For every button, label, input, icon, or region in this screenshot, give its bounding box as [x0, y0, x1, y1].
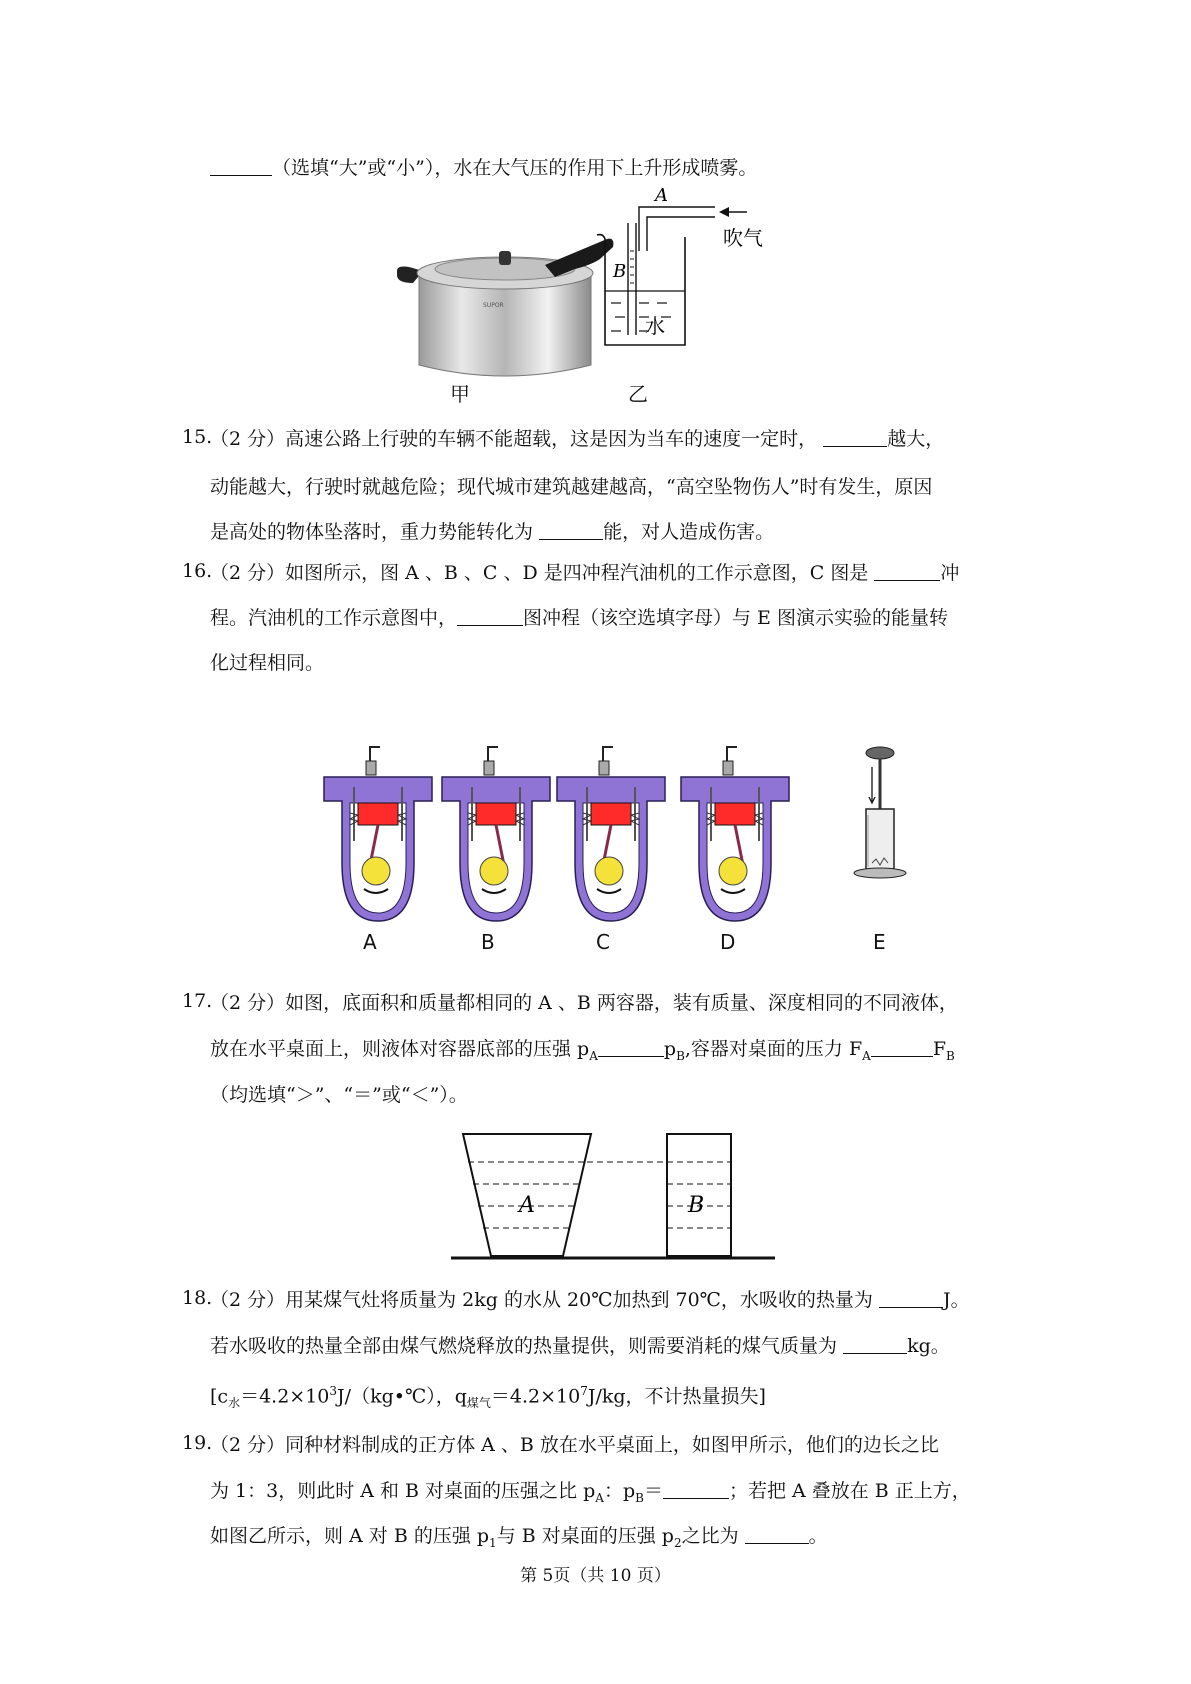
engine-diagram-a	[318, 743, 438, 928]
engine-diagram-c	[551, 743, 671, 928]
svg-text:A: A	[655, 185, 668, 206]
svg-text:水: 水	[645, 314, 665, 338]
engine-diagram-d	[675, 743, 795, 928]
q18-number: 18.	[182, 1287, 213, 1309]
q17-line2: 放在水平桌面上，则液体对容器底部的压强 $p_A$ $p_B$,容器对桌面的压力 $F_A$ $F_B$	[210, 1038, 955, 1063]
q14-line: （选填“大”或“小”），水在大气压的作用下上升形成喷雾。	[210, 155, 757, 181]
q18-blank-2[interactable]	[843, 1335, 907, 1354]
q14-answer-blank[interactable]	[210, 157, 272, 176]
engine-caption-a: A	[363, 930, 377, 954]
q19-line2: 为 1：3，则此时 A 和 B 对桌面的压强之比 $p_A$：$p_B=$ ；若把 A 叠放在 B 正上方，	[210, 1480, 971, 1505]
q15-blank-2[interactable]	[539, 521, 603, 540]
q16-blank-2[interactable]	[457, 607, 523, 626]
q17-line1: （2 分）如图，底面积和质量都相同的 A 、B 两容器，装有质量、深度相同的不同液体，	[210, 992, 958, 1014]
q19-line1: （2 分）同种材料制成的正方体 A 、B 放在水平桌面上，如图甲所示，他们的边长之比	[210, 1434, 939, 1456]
q19-line3: 如图乙所示，则 A 对 B 的压强 $p_1$与 B 对桌面的压强 $p_2$之比为 。	[210, 1525, 828, 1550]
tube-a	[639, 207, 715, 251]
tube-b-water	[630, 251, 634, 283]
svg-text:B: B	[613, 261, 627, 282]
fig-caption-jia: 甲	[450, 382, 470, 406]
q15-line2: 动能越大，行驶时就越危险；现代城市建筑越建越高，“高空坠物伤人”时有发生，原因	[210, 476, 933, 498]
pressure-cooker-figure	[395, 225, 615, 385]
q16-blank-1[interactable]	[874, 562, 940, 581]
q16-line2: 程。汽油机的工作示意图中， 图冲程（该空选填字母）与 E 图演示实验的能量转	[210, 607, 948, 629]
q17-line3: （均选填“＞”、“＝”或“＜”）。	[210, 1084, 468, 1106]
q18-blank-1[interactable]	[879, 1289, 943, 1308]
atomizer-figure	[595, 185, 785, 355]
q15-number: 15.	[182, 426, 213, 448]
q19-blank-2[interactable]	[745, 1525, 809, 1544]
q16-line3: 化过程相同。	[210, 652, 325, 674]
beaker	[597, 235, 685, 346]
valve	[499, 251, 511, 265]
q16-line1: （2 分）如图所示，图 A 、B 、C 、D 是四冲程汽油机的工作示意图，C 图是 冲	[210, 562, 960, 584]
q15-line1: （2 分）高速公路上行驶的车辆不能超载，这是因为当车的速度一定时， 越大，	[210, 428, 945, 450]
q17-blank-1[interactable]	[598, 1038, 664, 1057]
fig-caption-yi: 乙	[628, 382, 648, 406]
q15-blank-1[interactable]	[823, 428, 887, 447]
engine-caption-b: B	[481, 930, 495, 954]
engine-caption-d: D	[720, 930, 736, 954]
engine-caption-e: E	[873, 930, 886, 954]
q19-blank-1[interactable]	[663, 1480, 729, 1499]
q18-line3: [$c_水=4.2\times 10^3J/(kg•℃)$，$q_{煤气}=4.2\times 10^7J/kg$，不计热量损失]	[210, 1384, 766, 1411]
svg-text:B: B	[688, 1193, 705, 1218]
q16-number: 16.	[182, 560, 213, 582]
q18-line1: （2 分）用某煤气灶将质量为 2kg 的水从 20℃加热到 70℃，水吸收的热量为 J。	[210, 1289, 970, 1311]
engine-caption-c: C	[596, 930, 610, 954]
q17-number: 17.	[182, 990, 213, 1012]
svg-text:吹气: 吹气	[723, 226, 763, 250]
q18-line2: 若水吸收的热量全部由煤气燃烧释放的热量提供，则需要消耗的煤气质量为 kg。	[210, 1335, 950, 1357]
svg-text:SUPOR: SUPOR	[483, 302, 504, 309]
engine-diagram-b	[436, 743, 556, 928]
fire-piston-figure-e	[850, 745, 910, 885]
q17-blank-2[interactable]	[871, 1038, 933, 1057]
svg-text:A: A	[519, 1193, 535, 1218]
q19-number: 19.	[182, 1432, 213, 1454]
containers-figure	[445, 1128, 785, 1263]
page-footer: 第 5页（共 10 页）	[520, 1566, 671, 1586]
q15-line3: 是高处的物体坠落时，重力势能转化为 能，对人造成伤害。	[210, 521, 775, 543]
